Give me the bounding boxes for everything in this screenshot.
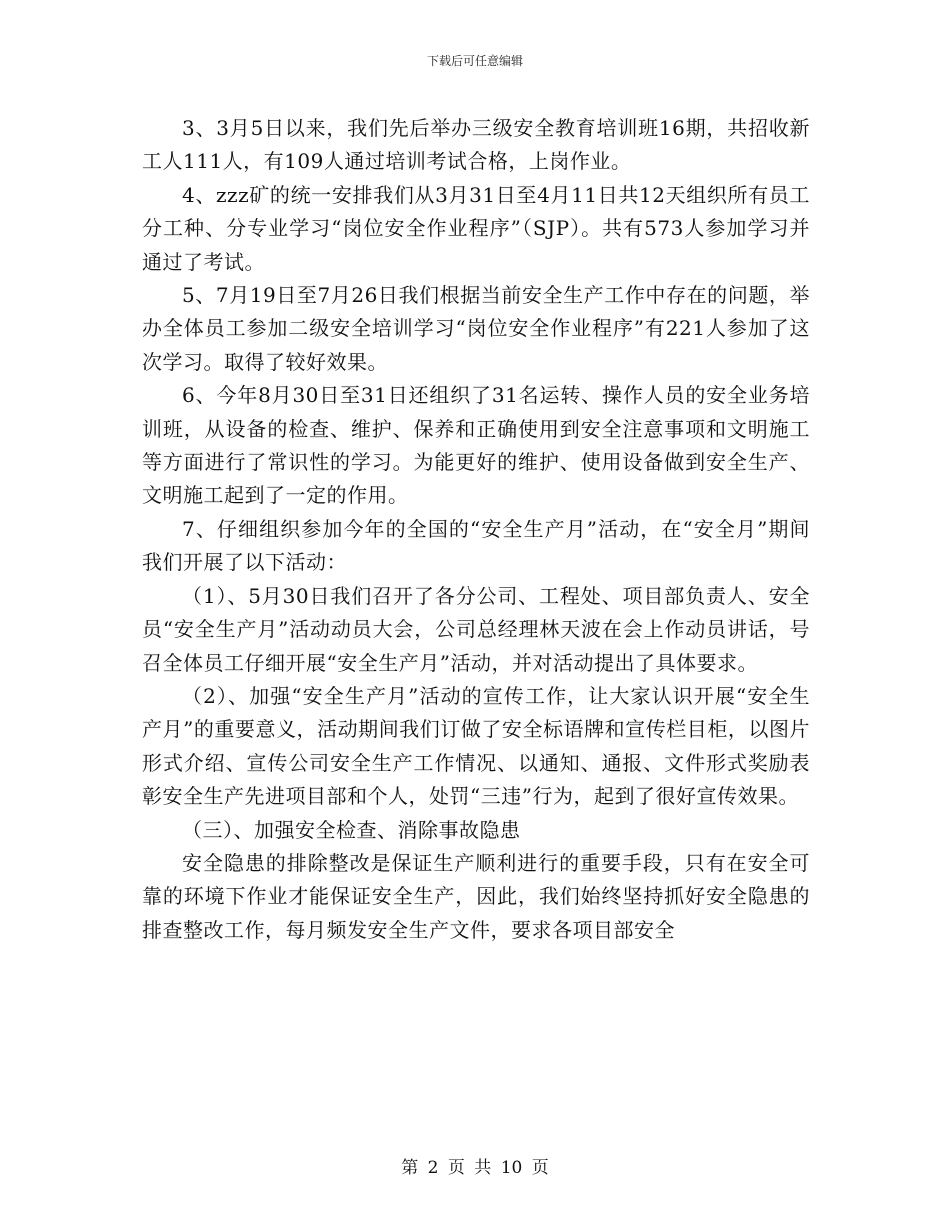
paragraph-sjp-study: 4、zzz矿的统一安排我们从3月31日至4月11日共12天组织所有员工分工种、分专业学习“岗位安全作业程序”（SJP）。共有573人参加学习并通过了考试。 (142, 182, 810, 274)
page-number-footer: 第 2 页 共 10 页 (401, 1158, 549, 1178)
paragraph-publicity-work: （2）、加强“安全生产月”活动的宣传工作，让大家认识开展“安全生产月”的重要意义，活动期间我们订做了安全标语牌和宣传栏目柜，以图片形式介绍、宣传公司安全生产工作情况、以通知、通报、文件形式奖励表彰安全生产先进项目部和个人，处罚“三违”行为，起到了很好宣传效果。 (142, 683, 810, 809)
paragraph-mobilization-meeting: （1）、5月30日我们召开了各分公司、工程处、项目部负责人、安全员“安全生产月”活动动员大会，公司总经理林天波在会上作动员讲话，号召全体员工仔细开展“安全生产月”活动，并对活动提出了具体要求。 (142, 583, 810, 675)
document-body (142, 112, 810, 947)
page-header-note: 下载后可任意编辑 (426, 54, 523, 68)
paragraph-safety-month: 7、仔细组织参加今年的全国的“安全生产月”活动，在“安全月”期间我们开展了以下活动： (142, 516, 810, 575)
paragraph-second-level-training: 5、7月19日至7月26日我们根据当前安全生产工作中存在的问题，举办全体员工参加二级安全培训学习“岗位安全作业程序”有221人参加了这次学习。取得了较好效果。 (142, 283, 810, 374)
section-heading-safety-inspection: （三）、加强安全检查、消除事故隐患 (182, 817, 521, 842)
paragraph-operator-training: 6、今年8月30日至31日还组织了31名运转、操作人员的安全业务培训班，从设备的检查、维护、保养和正确使用到安全注意事项和文明施工等方面进行了常识性的学习。为能更好的维护、使用设备做到安全生产、文明施工起到了一定的作用。 (142, 383, 810, 508)
paragraph-training-classes: 3、3月5日以来，我们先后举办三级安全教育培训班16期，共招收新工人111人，有109人通过培训考试合格，上岗作业。 (142, 116, 810, 174)
paragraph-hazard-elimination: 安全隐患的排除整改是保证生产顺利进行的重要手段，只有在安全可靠的环境下作业才能保证安全生产，因此，我们始终坚持抓好安全隐患的排查整改工作，每月频发安全生产文件，要求各项目部安全 (142, 850, 810, 942)
